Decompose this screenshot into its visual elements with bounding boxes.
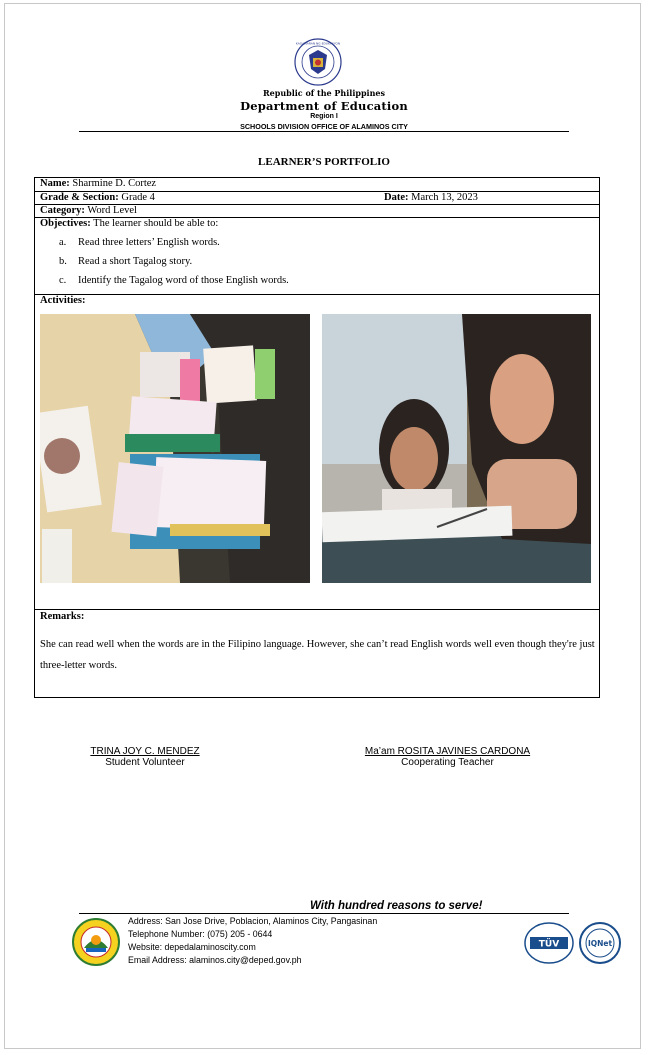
- category-value: Word Level: [87, 205, 137, 216]
- footer-divider: [79, 913, 569, 914]
- portfolio-form: [34, 177, 600, 698]
- header-divider: [79, 131, 569, 132]
- signature-role: Student Volunteer: [105, 757, 185, 768]
- republic-line: Republic of the Philippines: [262, 88, 385, 98]
- signature-role: Cooperating Teacher: [401, 757, 494, 768]
- footer-contact: [128, 915, 377, 967]
- date-label: Date:: [384, 192, 409, 203]
- grade-label: Grade & Section:: [40, 192, 119, 203]
- iqnet-certification-badge: [579, 922, 621, 964]
- activity-photo-reading: [322, 314, 591, 583]
- svg-text:IQNet: IQNet: [587, 939, 613, 948]
- department-line: Department of Education: [240, 99, 408, 113]
- date-value: March 13, 2023: [411, 192, 478, 203]
- remarks-label: Remarks:: [40, 611, 85, 622]
- svg-text:TÜV: TÜV: [538, 939, 560, 950]
- telephone-line: Telephone Number: (075) 205 - 0644: [128, 929, 273, 939]
- objectives-intro: The learner should be able to:: [93, 218, 219, 229]
- objectives-label: Objectives:: [40, 218, 91, 229]
- remarks-text: She can read well when the words are in the Filipino language. However, she can’t read English words well even though they're just three-letter words.: [40, 639, 595, 671]
- name-label: Name:: [40, 178, 70, 189]
- name-value: Sharmine D. Cortez: [72, 178, 157, 189]
- division-logo: [72, 918, 120, 966]
- website-line: Website: depedalaminoscity.com: [128, 942, 256, 952]
- document-title: LEARNER’S PORTFOLIO: [258, 156, 390, 168]
- activities-label: Activities:: [40, 295, 86, 306]
- email-line: Email Address: alaminos.city@deped.gov.ph: [128, 955, 302, 965]
- signature-name: Ma’am ROSITA JAVINES CARDONA: [364, 746, 531, 757]
- activity-photo-worksheets: [40, 314, 310, 583]
- signature-name: TRINA JOY C. MENDEZ: [90, 746, 200, 757]
- deped-seal-logo: [294, 38, 342, 86]
- grade-row: [35, 192, 599, 205]
- grade-value: Grade 4: [121, 192, 155, 203]
- objective-item: b. Read a short Tagalog story.: [59, 256, 193, 267]
- name-row: [35, 178, 599, 192]
- objectives-row: [35, 218, 599, 295]
- tuv-certification-badge: [524, 922, 574, 964]
- signature-teacher: [345, 746, 550, 768]
- objective-item: c. Identify the Tagalog word of those English words.: [59, 275, 289, 286]
- category-label: Category:: [40, 205, 85, 216]
- signature-student: [60, 746, 230, 768]
- activities-row: [35, 295, 599, 610]
- category-row: [35, 205, 599, 218]
- division-line: SCHOOLS DIVISION OFFICE OF ALAMINOS CITY: [240, 122, 408, 131]
- motto: With hundred reasons to serve!: [310, 900, 483, 912]
- region-line: Region I: [310, 113, 338, 120]
- svg-text:KAGAWARAN NG EDUKASYON: KAGAWARAN NG EDUKASYON: [295, 41, 341, 46]
- objective-item: a. Read three letters’ English words.: [59, 237, 220, 248]
- address-line: Address: San Jose Drive, Poblacion, Alaminos City, Pangasinan: [128, 916, 378, 926]
